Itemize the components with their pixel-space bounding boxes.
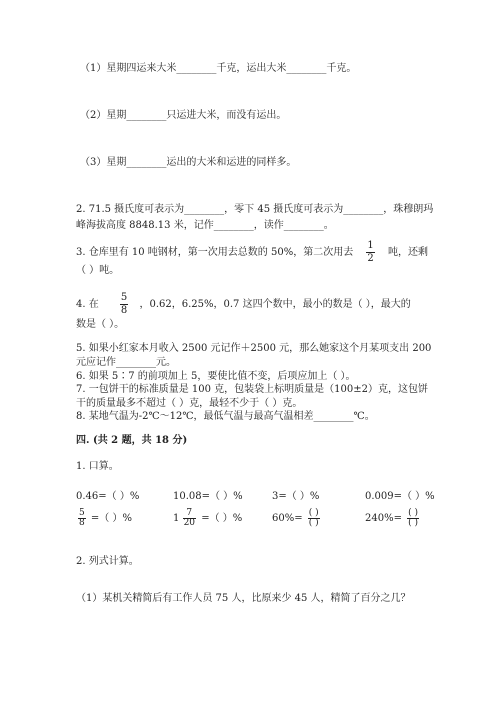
q2-line1: 2. 71.5 摄氏度可表示为________，零下 45 摄氏度可表示为________，珠穆朗玛: [76, 204, 434, 215]
q3-line2: （ ）吨。: [76, 265, 120, 276]
calc5-frac-den: 8: [79, 518, 85, 528]
q3-frac-num: 1: [367, 240, 374, 251]
mental-calc-6: [173, 509, 242, 528]
q5-line1: 5. 如果小红家本月收入 2500 元记作＋2500 元，那么她家这个月某项支出 200: [76, 343, 432, 354]
written-calc-1: （1）某机关精简后有工作人员 75 人，比原来少 45 人，精简了百分之几？: [76, 593, 411, 604]
q3-fraction: [366, 240, 374, 265]
calc8-pre: 240%=: [365, 513, 402, 524]
mental-calc-4: 0.009=（ ）%: [365, 491, 435, 502]
calc7-pre: 60%=: [272, 513, 303, 524]
calc5-frac-num: 5: [79, 508, 85, 518]
calc5-tail: =（ ）%: [90, 513, 132, 524]
q4-fraction: [120, 292, 128, 317]
calc8-frac-num: ( ): [408, 508, 419, 518]
q3-text-pre: 3. 仓库里有 10 吨钢材，第一次用去总数的 50%，第二次用去: [76, 247, 354, 258]
mental-calc-3: 3=（ ）%: [272, 491, 320, 502]
q2-line2: 峰海拔高度 8848.13 米，记作________，读作________。: [76, 220, 334, 231]
calc5-fraction: [78, 509, 86, 528]
q1-line3: （3）星期________运出的大米和运进的同样多。: [80, 157, 297, 168]
section4-sub2: 2. 列式计算。: [76, 556, 139, 567]
q4-line1: [76, 292, 411, 317]
q4-line2: 数是（ ）。: [76, 319, 125, 330]
section4-heading: 四. (共 2 题，共 18 分): [76, 435, 188, 446]
q1-line2: （2）星期________只运进大米，而没有运出。: [80, 110, 287, 121]
q4-frac-num: 5: [120, 292, 128, 303]
q8-line1: 8. 某地气温为-2℃～12℃，最低气温与最高气温相差________℃。: [76, 411, 375, 422]
calc6-tail: =（ ）%: [201, 513, 243, 524]
mental-calc-7: [272, 509, 322, 528]
q7-line2: 干的质量最多不超过（ ）克，最轻不少于（ ）克。: [76, 398, 303, 409]
q4-text-post: ，0.62，6.25%，0.7 这四个数中，最小的数是（ ），最大的: [139, 299, 411, 310]
calc8-frac-den: ( ): [408, 518, 419, 528]
calc7-frac-den: ( ): [308, 518, 319, 528]
mental-calc-5: [76, 509, 132, 528]
q3-text-post: 吨，还剩: [387, 247, 428, 258]
mental-calc-2: 10.08=（ ）%: [173, 491, 243, 502]
calc6-frac-den: 20: [183, 518, 196, 528]
q4-frac-den: 8: [120, 305, 128, 316]
mental-calc-8: [365, 509, 421, 528]
calc7-frac-num: ( ): [308, 508, 319, 518]
calc6-frac-num: 7: [183, 509, 196, 519]
q3-line1: [76, 240, 428, 265]
mental-calc-1: 0.46=（ ）%: [76, 491, 140, 502]
q7-line1: 7. 一包饼干的标准质量是 100 克，包装袋上标明质量是（100±2）克，这包饼: [76, 384, 428, 395]
q4-text-pre: 4. 在: [76, 299, 99, 310]
calc8-fraction: [407, 509, 419, 528]
calc6-fraction: [183, 509, 196, 528]
section4-sub1: 1. 口算。: [76, 461, 119, 472]
q5-line2: 元应记作________元。: [76, 357, 176, 368]
q1-line1: （1）星期四运来大米________千克，运出大米________千克。: [80, 63, 357, 74]
calc6-whole: 1: [173, 513, 180, 524]
calc7-fraction: [308, 509, 320, 528]
q3-frac-den: 2: [367, 253, 374, 264]
q6-line1: 6. 如果 5∶7 的前项加上 5，要使比值不变，后项应加上（ ）。: [76, 371, 356, 382]
